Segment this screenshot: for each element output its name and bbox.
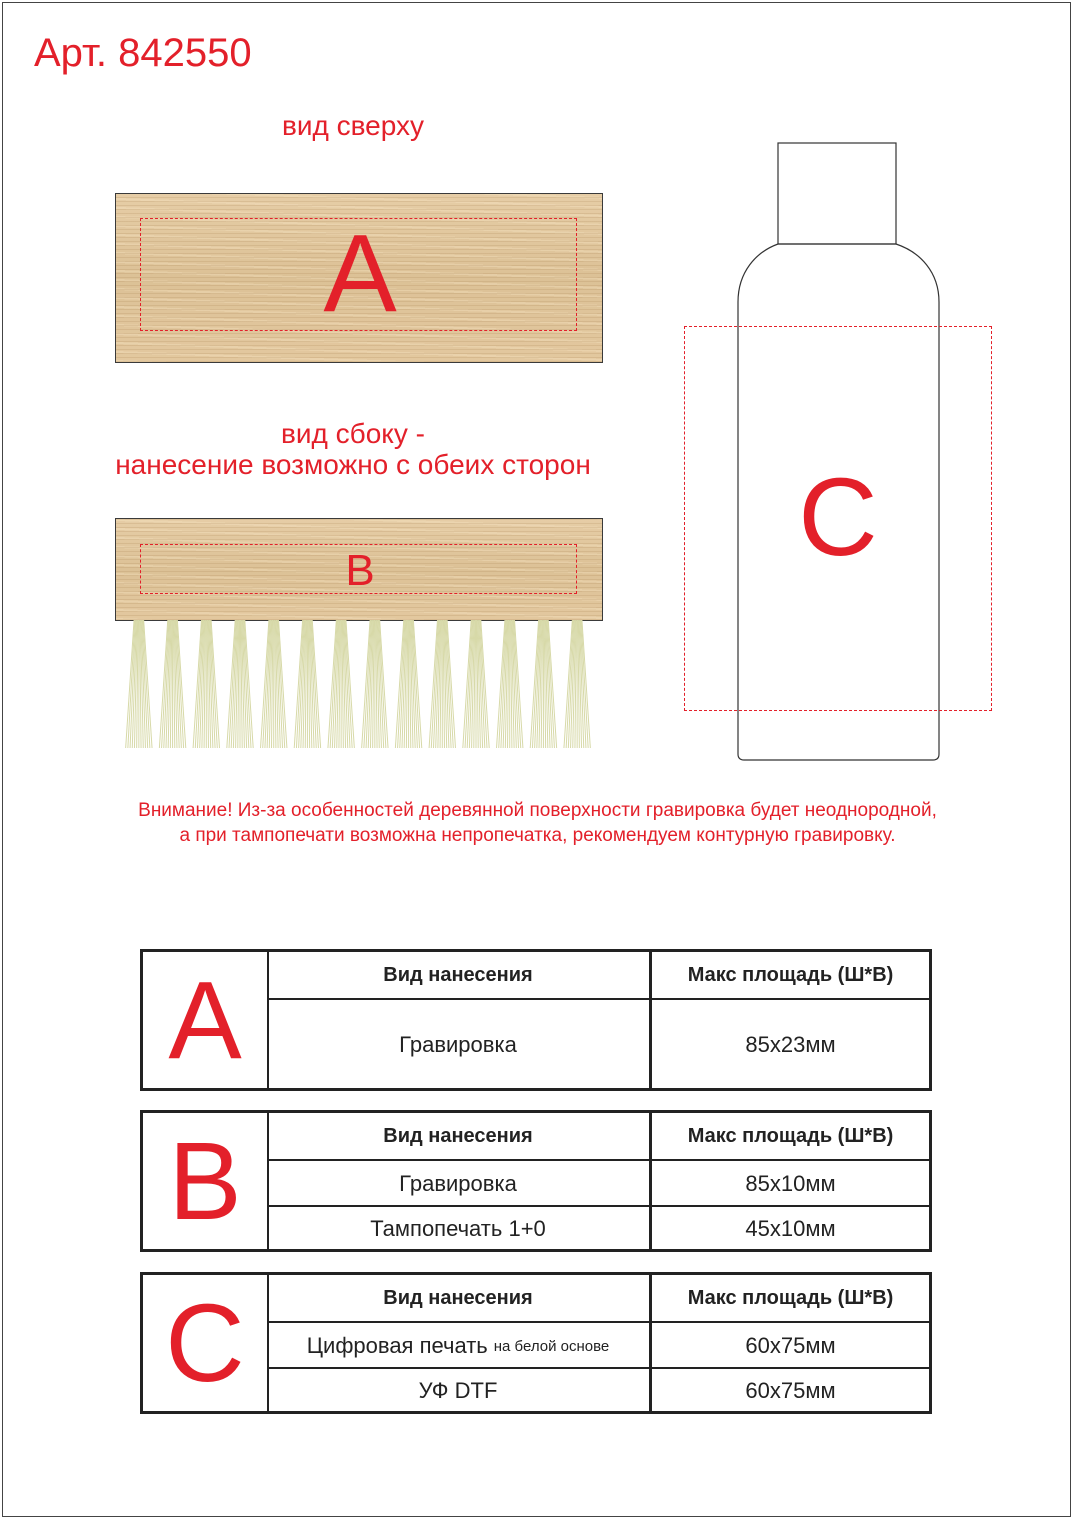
table-zone-c: [140, 1272, 932, 1414]
table-row: [267, 1159, 929, 1207]
zone-b-label: B: [345, 546, 375, 595]
warning-note: [30, 798, 1045, 848]
table-c-letter: C: [143, 1275, 269, 1411]
table-b-row2-method: Тампопечать 1+0: [267, 1207, 652, 1251]
table-b-row2-area: 45x10мм: [745, 1216, 836, 1241]
table-b-header-method: Вид нанесения: [267, 1113, 652, 1159]
table-a-letter: A: [143, 952, 269, 1088]
table-row: [267, 1367, 929, 1413]
table-c-row1-method: Цифровая печать: [306, 1333, 488, 1358]
warning-line1: Внимание! Из-за особенностей деревянной поверхности гравировка будет неоднородной,: [138, 800, 937, 821]
table-zone-b: [140, 1110, 932, 1252]
top-view-caption: вид сверху: [281, 110, 425, 141]
table-b-row1-area: 85x10мм: [745, 1171, 836, 1196]
table-row: [267, 1205, 929, 1251]
article-number: Арт. 842550: [34, 31, 252, 75]
warning-line2: а при тампопечати возможна непропечатка, рекомендуем контурную гравировку.: [179, 825, 896, 846]
top-view-block: [115, 193, 603, 363]
table-b-row1-method: Гравировка: [267, 1161, 652, 1207]
table-a-header: [267, 952, 929, 998]
table-b-letter: B: [143, 1113, 269, 1249]
zone-c-label: C: [798, 456, 878, 579]
table-c-header-area: Макс площадь (Ш*В): [687, 1286, 894, 1309]
table-c-header: [267, 1275, 929, 1321]
table-c-row2-method: УФ DTF: [267, 1369, 652, 1413]
table-a-header-area: Макс площадь (Ш*В): [687, 963, 894, 986]
table-row: [267, 1321, 929, 1369]
side-view-caption: [40, 418, 666, 480]
table-a-row1-method: Гравировка: [267, 1000, 652, 1090]
table-c-row1-method-cell: [267, 1323, 652, 1369]
table-zone-a: [140, 949, 932, 1091]
table-b-header: [267, 1113, 929, 1159]
table-a-row1-area: 85x23мм: [745, 1032, 836, 1057]
table-c-row2-area: 60x75мм: [745, 1378, 836, 1403]
side-view-caption-line2: нанесение возможно с обеих сторон: [115, 449, 591, 480]
table-c-header-method: Вид нанесения: [267, 1275, 652, 1321]
table-a-header-method: Вид нанесения: [267, 952, 652, 998]
side-view-caption-line1: вид сбоку -: [281, 418, 425, 449]
table-c-row1-area: 60x75мм: [745, 1333, 836, 1358]
table-b-header-area: Макс площадь (Ш*В): [687, 1124, 894, 1147]
brush-bristles: [122, 620, 594, 748]
side-view-block: [115, 518, 603, 621]
zone-a-label: A: [323, 212, 397, 335]
table-row: [267, 998, 929, 1090]
table-c-row1-method-note: на белой основе: [493, 1337, 610, 1355]
